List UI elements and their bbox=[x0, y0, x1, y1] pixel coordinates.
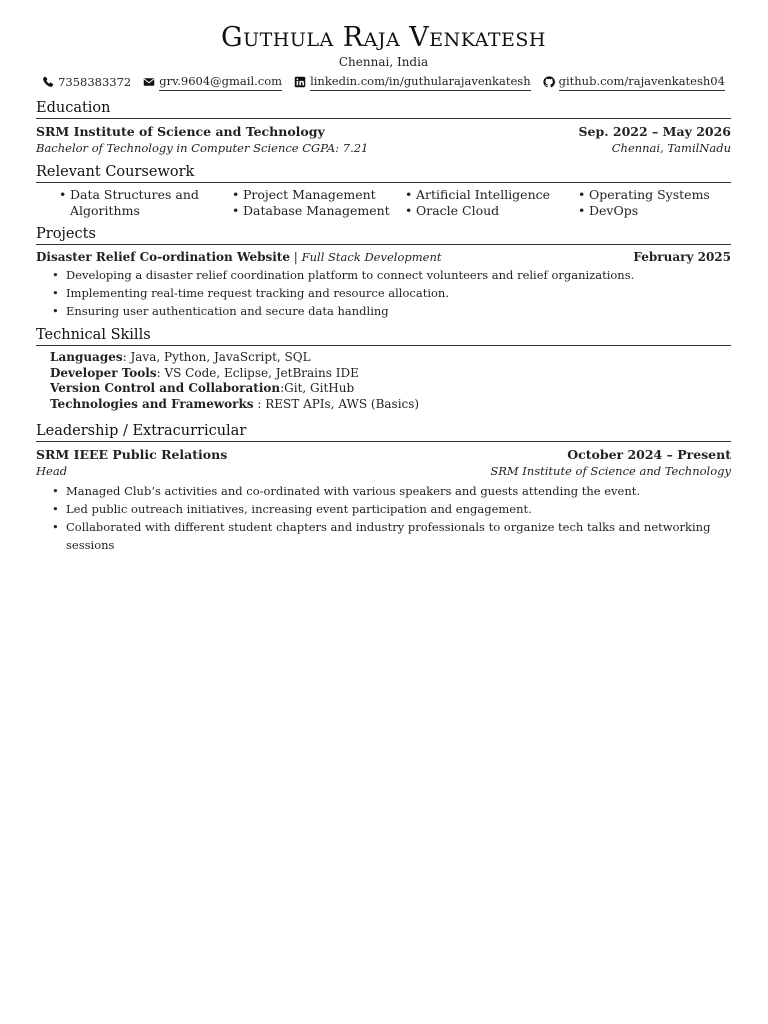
skill-sep: : bbox=[280, 381, 285, 395]
leadership-row bbox=[36, 446, 731, 463]
skills-list bbox=[36, 350, 731, 412]
coursework-grid bbox=[36, 187, 731, 219]
skill-value: REST APIs, AWS (Basics) bbox=[265, 396, 420, 411]
candidate-location: Chennai, India bbox=[338, 55, 429, 69]
leadership-subrow bbox=[36, 463, 731, 480]
envelope-icon bbox=[143, 76, 155, 88]
contact-linkedin[interactable] bbox=[294, 73, 531, 91]
skill-value: VS Code, Eclipse, JetBrains IDE bbox=[164, 365, 359, 380]
leadership-heading: Leadership / Extracurricular bbox=[36, 422, 731, 442]
education-subrow bbox=[36, 140, 731, 157]
contact-email[interactable] bbox=[143, 73, 282, 91]
skill-value: Git, GitHub bbox=[284, 381, 355, 395]
phone-text: 7358383372 bbox=[58, 75, 132, 89]
resume-content bbox=[36, 0, 731, 554]
skill-label: Developer Tools bbox=[50, 365, 157, 380]
skill-row bbox=[50, 366, 731, 382]
education-dates: Sep. 2022 – May 2026 bbox=[578, 124, 731, 139]
github-icon bbox=[543, 76, 555, 88]
contact-phone bbox=[42, 73, 131, 91]
course-item: • DevOps bbox=[575, 203, 748, 219]
skill-sep: : bbox=[156, 365, 165, 380]
projects-section bbox=[36, 225, 731, 320]
education-heading: Education bbox=[36, 99, 731, 119]
coursework-heading: Relevant Coursework bbox=[36, 163, 731, 183]
project-title-line bbox=[36, 249, 442, 266]
skill-sep: : bbox=[122, 350, 131, 364]
project-separator: | bbox=[289, 250, 302, 264]
school-name: SRM Institute of Science and Technology bbox=[36, 124, 325, 139]
project-name: Disaster Relief Co-ordination Website bbox=[36, 250, 290, 264]
course-item: • Operating Systems bbox=[575, 187, 748, 203]
skill-label: Languages bbox=[50, 350, 123, 364]
education-place: Chennai, TamilNadu bbox=[611, 141, 731, 155]
coursework-column bbox=[402, 187, 575, 219]
coursework-column bbox=[56, 187, 229, 219]
education-section bbox=[36, 99, 731, 157]
list-item: • Led public outreach initiatives, increasing event participation and engagement. bbox=[52, 500, 731, 518]
leadership-dates: October 2024 – Present bbox=[567, 447, 731, 462]
coursework-section bbox=[36, 163, 731, 219]
skill-label: Version Control and Collaboration bbox=[50, 381, 281, 395]
contact-bar bbox=[36, 73, 731, 91]
projects-heading: Projects bbox=[36, 225, 731, 245]
course-item: • Data Structures and Algorithms bbox=[56, 187, 229, 219]
skill-value: Java, Python, JavaScript, SQL bbox=[130, 350, 311, 364]
leadership-section bbox=[36, 422, 731, 554]
linkedin-icon bbox=[294, 76, 306, 88]
contact-github[interactable] bbox=[543, 73, 725, 91]
skill-row bbox=[50, 397, 731, 413]
skill-label: Technologies and Frameworks bbox=[50, 396, 254, 411]
course-item: • Oracle Cloud bbox=[402, 203, 575, 219]
project-tech: Full Stack Development bbox=[301, 250, 442, 264]
list-item: • Developing a disaster relief coordination platform to connect volunteers and relief organizations. bbox=[52, 266, 731, 284]
coursework-column bbox=[229, 187, 402, 219]
candidate-name: Guthula Raja Venkatesh bbox=[221, 22, 546, 53]
linkedin-link[interactable]: linkedin.com/in/guthularajavenkatesh bbox=[310, 73, 531, 91]
coursework-column bbox=[575, 187, 748, 219]
course-item: • Project Management bbox=[229, 187, 402, 203]
skill-row bbox=[50, 350, 731, 366]
skills-section bbox=[36, 326, 731, 412]
skill-row bbox=[50, 381, 731, 397]
project-date: February 2025 bbox=[633, 250, 731, 264]
degree-text: Bachelor of Technology in Computer Science CGPA: 7.21 bbox=[36, 141, 369, 155]
course-item: • Database Management bbox=[229, 203, 402, 219]
leadership-role: Head bbox=[36, 464, 68, 478]
project-bullets bbox=[36, 266, 731, 320]
list-item: • Managed Club’s activities and co-ordinated with various speakers and guests attending the event. bbox=[52, 482, 731, 500]
education-row bbox=[36, 123, 731, 140]
course-item: • Artificial Intelligence bbox=[402, 187, 575, 203]
leadership-org: SRM IEEE Public Relations bbox=[36, 447, 228, 462]
list-item: • Implementing real-time request tracking and resource allocation. bbox=[52, 284, 731, 302]
leadership-place: SRM Institute of Science and Technology bbox=[490, 464, 731, 478]
phone-icon bbox=[42, 76, 54, 88]
github-link[interactable]: github.com/rajavenkatesh04 bbox=[559, 73, 725, 91]
project-row bbox=[36, 249, 731, 266]
list-item: • Collaborated with different student chapters and industry professionals to organize tech talks and networking sessions bbox=[52, 518, 731, 554]
list-item: • Ensuring user authentication and secure data handling bbox=[52, 302, 731, 320]
skill-sep: : bbox=[253, 396, 266, 411]
email-link[interactable]: grv.9604@gmail.com bbox=[159, 73, 282, 91]
skills-heading: Technical Skills bbox=[36, 326, 731, 346]
leadership-bullets bbox=[36, 482, 731, 554]
